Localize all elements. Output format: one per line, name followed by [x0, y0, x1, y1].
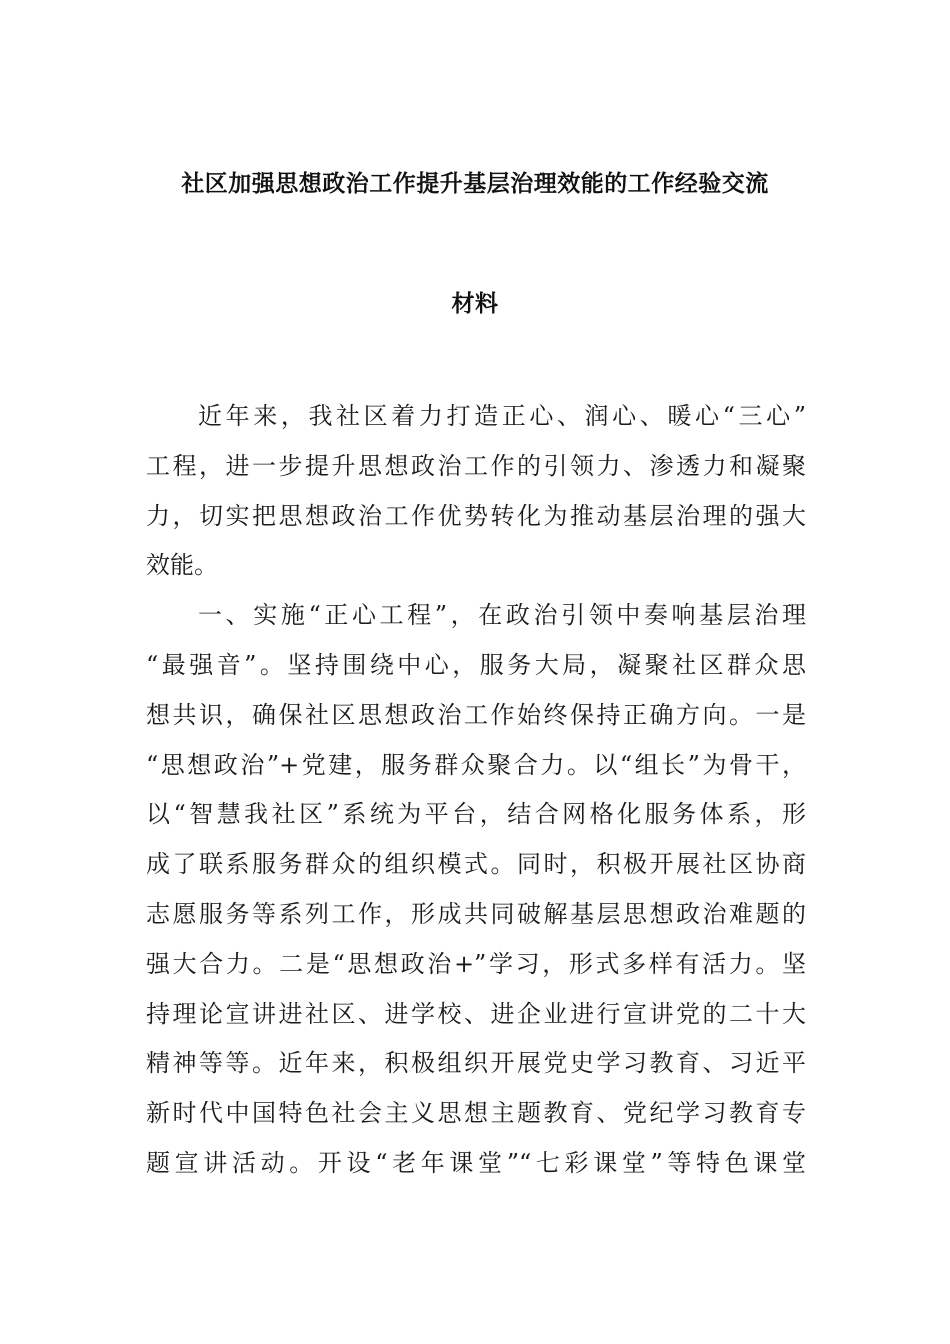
body-line: 强大合力。二是“思想政治+”学习，形式多样有活力。坚 — [146, 949, 806, 978]
document-title-line-1: 社区加强思想政治工作提升基层治理效能的工作经验交流 — [181, 170, 769, 197]
body-line: 一、实施“正心工程”，在政治引领中奏响基层治理 — [198, 601, 806, 630]
body-line: “思想政治”+党建，服务群众聚合力。以“组长”为骨干， — [146, 750, 806, 779]
body-line: 近年来，我社区着力打造正心、润心、暖心“三心” — [198, 402, 806, 430]
body-line: 新时代中国特色社会主义思想主题教育、党纪学习教育专 — [146, 1099, 806, 1128]
body-line: 志愿服务等系列工作，形成共同破解基层思想政治难题的 — [146, 900, 806, 928]
body-line: 成了联系服务群众的组织模式。同时，积极开展社区协商 — [146, 850, 806, 879]
body-line: 持理论宣讲进社区、进学校、进企业进行宣讲党的二十大 — [146, 999, 806, 1028]
body-line: 工程，进一步提升思想政治工作的引领力、渗透力和凝聚 — [146, 451, 806, 480]
body-line: “最强音”。坚持围绕中心，服务大局，凝聚社区群众思 — [146, 651, 806, 679]
body-line: 力，切实把思想政治工作优势转化为推动基层治理的强大 — [146, 501, 806, 530]
document-title-line-2: 材料 — [451, 290, 499, 317]
body-line: 想共识，确保社区思想政治工作始终保持正确方向。一是 — [146, 700, 806, 729]
body-line: 以“智慧我社区”系统为平台，结合网格化服务体系，形 — [146, 800, 806, 829]
body-line: 题宣讲活动。开设“老年课堂”“七彩课堂”等特色课堂 — [146, 1149, 806, 1177]
body-line: 效能。 — [146, 551, 218, 580]
body-line: 精神等等。近年来，积极组织开展党史学习教育、习近平 — [146, 1049, 806, 1078]
